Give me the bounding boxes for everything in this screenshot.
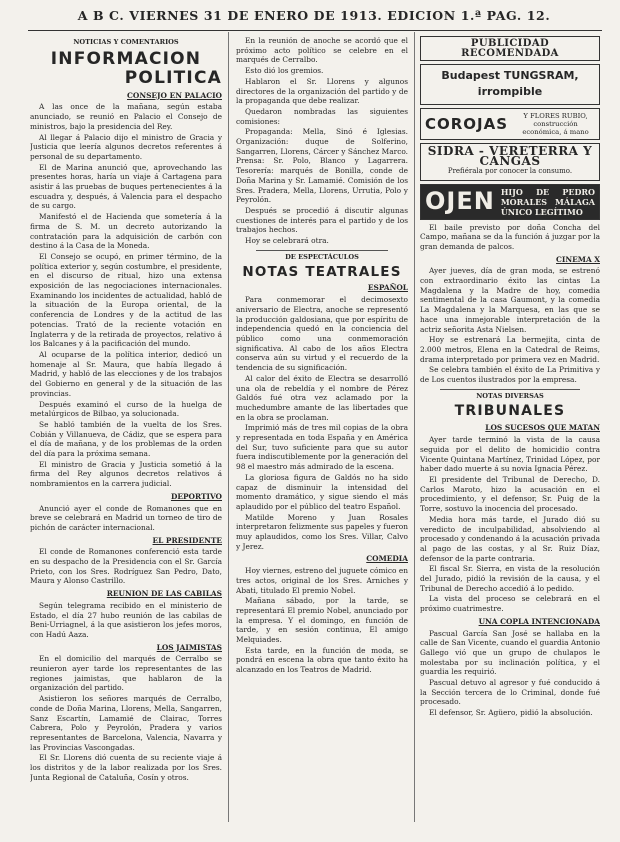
- subhead-deportivo: DEPORTIVO: [170, 491, 222, 501]
- headline-tribunales: TRIBUNALES: [454, 403, 566, 420]
- header-rule: [28, 30, 602, 31]
- section-kicker: NOTAS DIVERSAS: [476, 391, 544, 400]
- subhead-comedia: COMEDIA: [366, 554, 408, 564]
- ad-ojen-title: OJEN: [425, 186, 495, 215]
- paragraph: El conde de Romanones conferenció esta tarde en su despacho de la Presidencia con el Sr. García Prieto, con los Sres. Rodríguez San Pedro, Dato, Maura y Alonso Castrillo.: [30, 547, 222, 586]
- ad-publicidad: [420, 36, 600, 61]
- paragraph: El presidente del Tribunal de Derecho, D. Carlos Maroto, hizo la acusación en el procedimiento, y el defensor, Sr. Puig de la Torre, sostuvo la inocencia del procesado.: [420, 474, 600, 514]
- column-3: [420, 36, 600, 826]
- paragraph: Manifestó el de Hacienda que sometería á la firma de S. M. un decreto autorizando la contratación para la adquisición de carbón con destino á la Casa de la Moneda.: [30, 212, 222, 251]
- ad-sidra: [420, 143, 600, 180]
- paragraph: El baile previsto por doña Concha del Campo, mañana se da la función á juzgar por la gran demanda de palcos.: [420, 222, 600, 251]
- ad-corojas-sub: Y FLORES RUBIO, construcción económica, á mano: [522, 112, 589, 137]
- paragraph: La gloriosa figura de Galdós no ha sido capaz de disminuir la intensidad del momento dramático, y sigue siendo el más aplaudido por el público del teatro Español.: [236, 472, 408, 511]
- column-2: [236, 36, 408, 826]
- headline-politica: POLITICA: [124, 67, 222, 88]
- paragraph: Media hora más tarde, el Jurado dió su veredicto de inculpabilidad, absolviendo al procesado y condenando á la acusación privada al pago de las costas, y al Sr. Ruiz Díaz, defensor de la parte contraria.: [420, 514, 600, 563]
- ad-sidra-sub: Prefiérala por conocer la consumo.: [447, 166, 573, 175]
- paragraph: El fiscal Sr. Sierra, en vista de la resolución del Jurado, pidió la revisión de la causa, y el Tribunal de Derecho accedió á lo pedido.: [420, 564, 600, 593]
- paragraph: Hoy se estrenará La bermejita, cinta de 2.000 metros, Elena en la Catedral de Reims, drama interpretado por primera vez en Madrid.: [420, 335, 600, 364]
- paragraph: Hablaron el Sr. Llorens y algunos directores de la organización del partido y de la propaganda que debe realizar.: [236, 76, 408, 106]
- paragraph: El defensor, Sr. Agüero, pidió la absolución.: [429, 708, 593, 718]
- paragraph: Esto dió los gremios.: [245, 66, 324, 76]
- ad-tungsram-title: Budapest TUNGSRAM, irrompible: [441, 69, 579, 99]
- ad-ojen: [420, 184, 600, 220]
- paragraph: Pascual detuvo al agresor y fué conducido á la Sección tercera de lo Criminal, donde fué procesado.: [420, 678, 600, 707]
- section-kicker: DE ESPECTÁCULOS: [285, 252, 359, 261]
- paragraph: El ministro de Gracia y Justicia sometió á la firma del Rey algunos decretos relativos á nombramientos en la carrera judicial.: [30, 459, 222, 489]
- ad-corojas: [420, 108, 600, 140]
- paragraph: Pascual García San José se hallaba en la calle de San Vicente, cuando el guardia Antonio Gallego vió que un grupo de chulapos le molestaba por su inclinación política, y el guardia les requirió.: [420, 628, 600, 677]
- column-divider: [414, 32, 415, 822]
- divider: [256, 250, 388, 251]
- subhead-espanol: ESPAÑOL: [367, 283, 408, 293]
- paragraph: Anunció ayer el conde de Romanones que en breve se celebrará en Madrid un torneo de tiro de pichón de carácter internacional.: [30, 503, 222, 532]
- paragraph: En el domicilio del marqués de Cerralbo se reunieron ayer tarde los representantes de las regiones jaimistas, que hablaron de la organización del partido.: [30, 654, 222, 693]
- paragraph: Según telegrama recibido en el ministerio de Estado, el día 27 hubo reunión de las cabilas de Beni-Urriagnel, á la que asistieron los jefes moros, con Hadú Aaza.: [30, 600, 222, 639]
- paragraph: Propaganda: Mella, Sinó é Iglesias. Organización: duque de Solferino, Sangarren, Llorens, Cárcer y Sánchez Marco. Prensa: Sr. Polo, Blanco y Lagarrera. Tesorería: marqués de Bonilla, conde de Doña Marina y Sr. Lamamié. Comisión de los Sres. Pradera, Mella, Llorens, Urrutia, Polo y Peyrolón.: [236, 127, 408, 205]
- subhead-presidente: EL PRESIDENTE: [152, 535, 222, 545]
- paragraph: Ayer tarde terminó la vista de la causa seguida por el delito de homicidio contra Vicente Quintana Martínez, Trinidad López, por haber dado muerte á su novia Ignacia Pérez.: [420, 435, 600, 474]
- column-1: [30, 36, 222, 826]
- divider: [440, 389, 580, 390]
- page-header: A B C. VIERNES 31 DE ENERO DE 1913. EDICION 1.ª PAG. 12.: [77, 8, 551, 23]
- subhead-reunion: REUNION DE LAS CABILAS: [106, 589, 222, 599]
- paragraph: El Sr. Llorens dió cuenta de su reciente viaje á los distritos y de la labor realizada por los Sres. Junta Regional de Cataluña, Cosín y otros.: [30, 753, 222, 782]
- paragraph: Imprimió más de tres mil copias de la obra y representada en toda España y en América del Sur, tuvo suficiente para que su autor fuera indiscutiblemente por la generación del 98 el maestro más admirado de la escena.: [236, 423, 408, 472]
- ad-heading: PUBLICIDAD RECOMENDADA: [461, 38, 559, 59]
- paragraph: La vista del proceso se celebrará en el próximo cuatrimestre.: [420, 594, 600, 614]
- paragraph: Matilde Moreno y Juan Rosales interpretaron felizmente sus papeles y fueron muy aplaudidos, como los Sres. Villar, Calvo y Jerez.: [236, 512, 408, 551]
- subhead-sucesos: LOS SUCESOS QUE MATAN: [485, 423, 600, 433]
- paragraph: Quedaron nombradas las siguientes comisiones:: [236, 106, 408, 126]
- subhead-cinema: CINEMA X: [556, 254, 600, 264]
- ad-sidra-title: SIDRA - VERETERRA Y CANGAS: [427, 144, 593, 169]
- subhead-consejo: CONSEJO EN PALACIO: [127, 90, 222, 100]
- subhead-copla: UNA COPLA INTENCIONADA: [478, 616, 600, 626]
- paragraph: Se celebra también el éxito de La Primitiva y de Los cuentos ilustrados por la empresa.: [420, 365, 600, 385]
- paragraph: Después examinó el curso de la huelga de metalúrgicos de Bilbao, ya solucionada.: [30, 399, 222, 419]
- paragraph: Asistieron los señores marqués de Cerralbo, conde de Doña Marina, Llorens, Mella, Sangarren, Sanz Escartín, Lamamié de Clairac, Torres Cabrera, Polo y Peyrolón, Pradera y varios representantes de Barcelona, Valencia, Navarra y las Provincias Vascongadas.: [30, 694, 222, 752]
- headline-notas-teatrales: NOTAS TEATRALES: [242, 264, 402, 281]
- paragraph: En la reunión de anoche se acordó que el próximo acto político se celebre en el marqués de Cerralbo.: [236, 36, 408, 65]
- paragraph: El de Marina anunció que, aprovechando las presentes horas, haría un viaje á Cartagena para asistir á las pruebas de buques pertenecientes á la escuadra y, después, á Valencia para el despacho de su cargo.: [30, 162, 222, 211]
- ad-corojas-title: COROJAS: [425, 114, 509, 133]
- column-divider: [228, 32, 229, 822]
- paragraph: Al calor del éxito de Electra se desarrolló una ola de rebeldía y el nombre de Pérez Galdós fué otra vez aclamado por la muchedumbre amante de las libertades que en la obra se proclaman.: [236, 373, 408, 422]
- paragraph: El Consejo se ocupó, en primer término, de la política exterior y, según costumbre, el presidente, en el discurso de ritual, hizo una extensa exposición de las negociaciones internacionales. Examinando los incidentes de actualidad, habló de la situación de la Europa oriental, de la conferencia de Londres y de la actitud de las potencias. Trató de la reciente votación en Inglaterra y de la retirada de proyectos, relativo á los Balcanes y á la pacificación del mundo.: [30, 251, 222, 349]
- paragraph: Hoy se celebrará otra.: [245, 236, 329, 246]
- paragraph: Después se procedió á discutir algunas cuestiones de interés para el partido y de los trabajos hechos.: [236, 205, 408, 235]
- paragraph: Esta tarde, en la función de moda, se pondrá en escena la obra que tanto éxito ha alcanzado en los Teatros de Madrid.: [236, 645, 408, 675]
- ad-ojen-sub: HIJO DE PEDRO MORALES MÁLAGA ÚNICO LEGÍTIMO: [500, 186, 595, 217]
- paragraph: Se habló también de la vuelta de los Sres. Cobián y Villanueva, de Cádiz, que se espera para el día de mañana, y de los problemas de la orden del día para la próxima semana.: [30, 419, 222, 459]
- paragraph: Mañana sábado, por la tarde, se representará El premio Nobel, anunciado por la empresa. Y el domingo, en función de tarde, y en sesión continua, El amigo Melquiades.: [236, 596, 408, 645]
- paragraph: Hoy viernes, estreno del juguete cómico en tres actos, original de los Sres. Arniches y Abati, titulado El premio Nobel.: [236, 566, 408, 595]
- section-kicker: NOTICIAS Y COMENTARIOS: [73, 38, 179, 46]
- paragraph: Ayer jueves, día de gran moda, se estrenó con extraordinario éxito las cintas La Magdalena y la Madre de hoy, comedia sentimental de la casa Gaumont, y la comedia La Magdalena y la Marquesa, en las que se hace una inmejorable interpretación de la actriz señorita Asta Nielsen.: [420, 266, 600, 334]
- paragraph: A las once de la mañana, según estaba anunciado, se reunió en Palacio el Consejo de ministros, bajo la presidencia del Rey.: [30, 102, 222, 131]
- ad-tungsram: [420, 64, 600, 105]
- paragraph: Al llegar á Palacio dijo el ministro de Gracia y Justicia que leería algunos decretos referentes á personal de su departamento.: [30, 132, 222, 161]
- paragraph: Al ocuparse de la política interior, dedicó un homenaje al Sr. Maura, que había llegado á Madrid, y habló de las elecciones y de los trabajos del Gobierno en general y de la situación de las provincias.: [30, 349, 222, 398]
- headline-informacion: INFORMACION: [50, 48, 202, 69]
- subhead-jaimistas: LOS JAIMISTAS: [156, 642, 222, 652]
- paragraph: Para conmemorar el decimosexto aniversario de Electra, anoche se representó la producción galdosiana, que por espíritu de independencia quedó en la conciencia del público como una conmemoración significativa. Al cabo de los años Electra conserva aún su virtud y el recuerdo de la tendencia de su significación.: [236, 295, 408, 373]
